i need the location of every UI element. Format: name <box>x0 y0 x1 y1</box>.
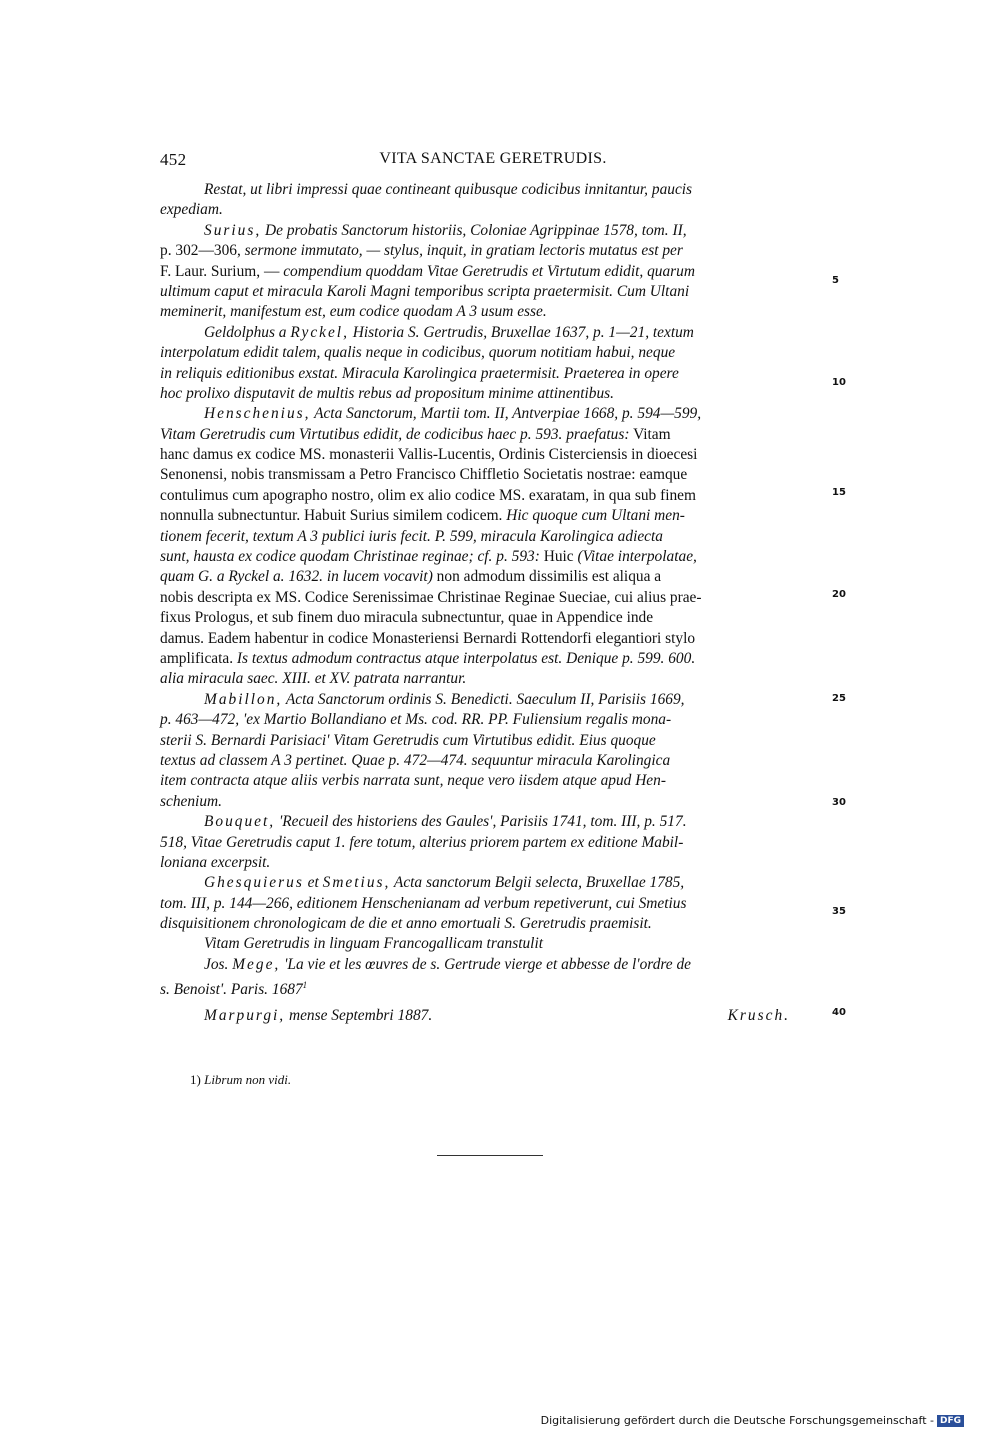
author-name: Bouquet, <box>204 813 276 831</box>
text-line: Jos. Mege, 'La vie et les œuvres de s. Gertrude vierge et abbesse de l'ordre de <box>204 955 692 973</box>
text-line: tom. III, p. 144—266, editionem Henschenianam ad verbum repetiverunt, cui Smetius <box>160 894 687 912</box>
text-line: sterii S. Bernardi Parisiaci' Vitam Geretrudis cum Virtutibus edidit. Eius quoque <box>160 731 656 749</box>
text-line: sunt, hausta ex codice quodam Christinae reginae; cf. p. 593: Huic (Vitae interpolatae, <box>160 548 697 566</box>
text-line: nobis descripta ex MS. Codice Serenissimae Christinae Reginae Sueciae, cui alius prae- <box>160 588 702 606</box>
text-line: p. 463—472, 'ex Martio Bollandiano et Ms. cod. RR. PP. Fuliensium regalis mona- <box>160 711 672 729</box>
running-header <box>160 150 826 172</box>
text-line: contulimus cum apographo nostro, olim ex alio codice MS. exaratam, in qua sub finem <box>160 486 696 504</box>
text-line: Vitam Geretrudis cum Virtutibus edidit, de codicibus haec p. 593. praefatus: Vitam <box>160 425 671 443</box>
line-number: 15 <box>832 487 846 498</box>
text-line: Bouquet, 'Recueil des historiens des Gaules', Parisiis 1741, tom. III, p. 517. <box>204 813 687 831</box>
line-number: 40 <box>832 1007 846 1018</box>
text-line: hanc damus ex codice MS. monasterii Vallis-Lucentis, Ordinis Cisterciensis in dioecesi <box>160 446 698 464</box>
author-name: Henschenius, <box>204 405 311 423</box>
text-line: p. 302—306, sermone immutato, — stylus, inquit, in gratiam lectoris mutatus est per <box>160 242 683 260</box>
text-line: Vitam Geretrudis in linguam Francogallicam transtulit <box>204 935 544 953</box>
line-number: 20 <box>832 589 846 600</box>
footnote-mark: 1) <box>190 1072 201 1087</box>
text-line: alia miracula saec. XIII. et XV. patrata narrantur. <box>160 670 467 688</box>
line-number: 10 <box>832 377 846 388</box>
text-line: hoc prolixo disputavit de multis rebus ad propositum minime attinentibus. <box>160 384 615 402</box>
line-number: 30 <box>832 797 846 808</box>
footnote-text: Librum non vidi. <box>204 1072 292 1087</box>
footnote <box>190 1072 291 1088</box>
text-line: F. Laur. Surium, — compendium quoddam Vitae Geretrudis et Virtutum edidit, quarum <box>160 262 695 280</box>
text-line: damus. Eadem habentur in codice Monasteriensi Bernardi Rottendorfi elegantiori stylo <box>160 629 696 647</box>
footnote-reference: 1 <box>302 980 308 991</box>
author-name: Smetius, <box>322 874 391 892</box>
running-title: VITA SANCTAE GERETRUDIS. <box>379 150 607 167</box>
text-line: Henschenius, Acta Sanctorum, Martii tom. II, Antverpiae 1668, p. 594—599, <box>204 405 702 423</box>
end-rule <box>437 1155 543 1156</box>
text-line: quam G. a Ryckel a. 1632. in lucem vocavit) non admodum dissimilis est aliqua a <box>160 568 662 586</box>
text-line: Restat, ut libri impressi quae contineant quibusque codicibus innitantur, paucis <box>204 181 693 198</box>
main-text <box>160 180 826 1026</box>
text-line: meminerit, manifestum est, eum codice quodam A 3 usum esse. <box>160 303 547 321</box>
author-name: Mege, <box>232 955 281 973</box>
text-line: Senonensi, nobis transmissam a Petro Francisco Chiffletio Societatis nostrae: eamque <box>160 466 688 484</box>
place-name: Marpurgi, <box>204 1006 286 1024</box>
credit-text: Digitalisierung gefördert durch die Deutsche Forschungsgemeinschaft - <box>540 1414 934 1427</box>
author-name: Mabillon, <box>204 690 283 708</box>
text-line: 518, Vitae Geretrudis caput 1. fere totum, alterius priorem partem ex editione Mabil- <box>160 833 684 851</box>
text-line: ultimum caput et miracula Karoli Magni temporibus scripta praetermisit. Cum Ultani <box>160 282 690 300</box>
text-line: Surius, De probatis Sanctorum historiis, Coloniae Agrippinae 1578, tom. II, <box>204 221 687 239</box>
text-line: textus ad classem A 3 pertinet. Quae p. 472—474. sequuntur miracula Karolingica <box>160 751 671 769</box>
text-line: Mabillon, Acta Sanctorum ordinis S. Benedicti. Saeculum II, Parisiis 1669, <box>204 690 685 708</box>
author-name: Ghesquierus <box>204 874 304 892</box>
text-line: expediam. <box>160 201 223 219</box>
text-line: tionem fecerit, textum A 3 publici iuris fecit. P. 599, miracula Karolingica adiecta <box>160 527 663 545</box>
digitization-credit <box>541 1414 964 1427</box>
line-number: 5 <box>832 275 839 286</box>
editor-signature: Krusch. <box>727 1006 790 1024</box>
text-line: s. Benoist'. Paris. 1687$^1$ <box>160 980 308 999</box>
text-line: disquisitionem chronologicam de die et anno emortuali S. Geretrudis praemisit. <box>160 915 652 933</box>
author-name: Surius, <box>204 221 262 239</box>
text-line: loniana excerpsit. <box>160 853 271 871</box>
text-line: interpolatum edidit talem, qualis neque in codicibus, quorum notitiam habui, neque <box>160 344 676 362</box>
text-line: schenium. <box>160 792 222 810</box>
page-number: 452 <box>160 150 187 169</box>
text-line: item contracta atque aliis verbis narrata sunt, neque vero iisdem atque apud Hen- <box>160 772 666 790</box>
text-line: in reliquis editionibus exstat. Miracula Karolingica praetermisit. Praeterea in opere <box>160 364 679 382</box>
text-line: nonnulla subnectuntur. Habuit Surius similem codicem. Hic quoque cum Ultani men- <box>160 507 685 525</box>
signature-line: Marpurgi, mense Septembri 1887. Krusch. <box>160 1006 826 1026</box>
text-line: amplificata. Is textus admodum contractus atque interpolatus est. Denique p. 599. 600. <box>160 649 696 667</box>
line-number: 35 <box>832 906 846 917</box>
text-line: Ghesquierus et Smetius, Acta sanctorum Belgii selecta, Bruxellae 1785, <box>204 874 685 892</box>
author-name: Ryckel, <box>290 323 349 341</box>
dfg-logo: DFG <box>937 1415 964 1427</box>
text-line: Geldolphus a Ryckel, Historia S. Gertrudis, Bruxellae 1637, p. 1—21, textum <box>204 323 694 341</box>
text-line: fixus Prologus, et sub finem duo miracula subnectuntur, quae in Appendice inde <box>160 609 654 627</box>
line-number: 25 <box>832 693 846 704</box>
